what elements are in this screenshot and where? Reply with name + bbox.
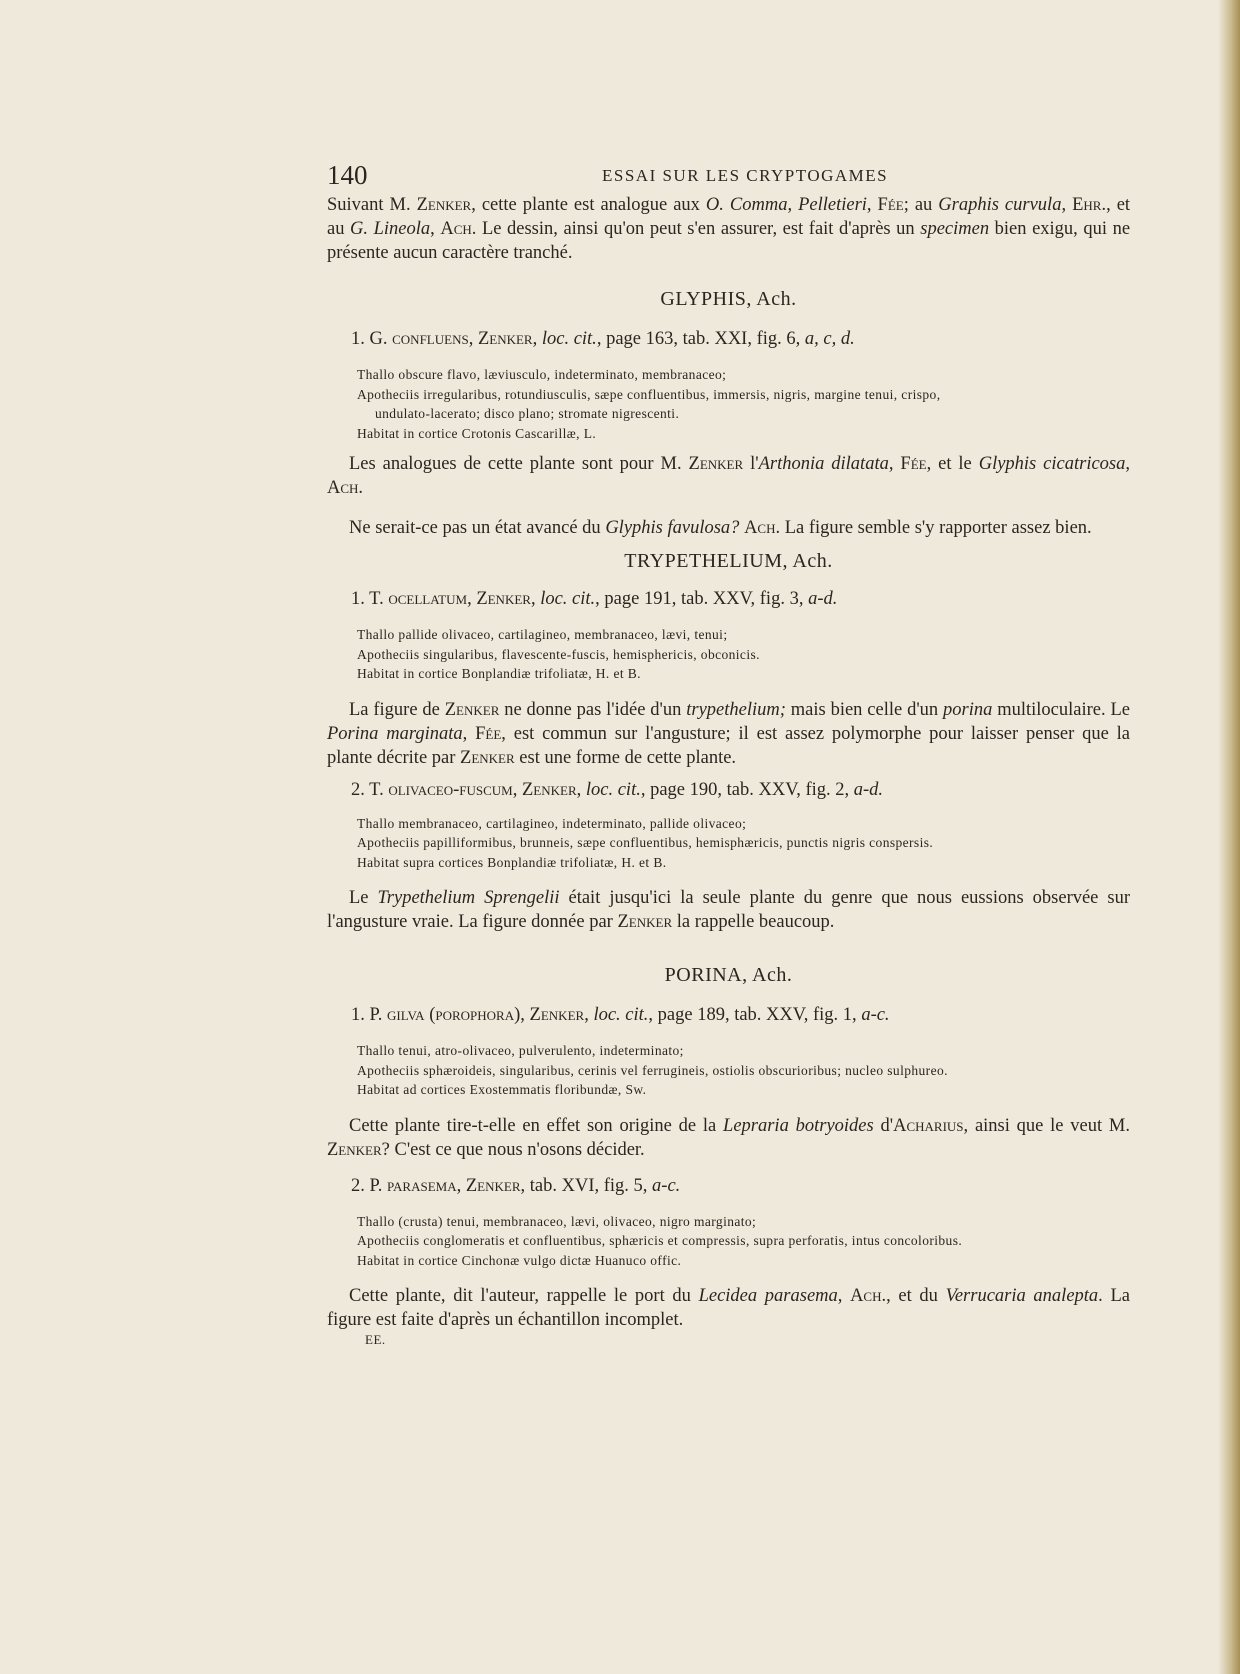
text-run: , page 191, tab. XXV, fig. 3, — [595, 589, 809, 609]
text-run: , — [888, 454, 901, 474]
text-run: , — [530, 589, 541, 609]
text-run: , — [430, 219, 441, 239]
text-run: , page 190, tab. XXV, fig. 2, — [640, 779, 854, 800]
italic-term: Porina marginata — [327, 723, 463, 744]
small-caps-name: confluens — [392, 329, 469, 349]
small-caps-name: Fée — [900, 454, 927, 474]
text-run: , — [467, 589, 477, 609]
text-run: 1. P. — [351, 1005, 387, 1025]
text-run: Les analogues de cette plante sont pour M. — [349, 454, 689, 474]
text-run: La figure semble s'y rapporter assez bien. — [780, 518, 1092, 538]
commentary-paragraph — [327, 1284, 1130, 1332]
text-run: La figure de — [349, 699, 445, 720]
text-run: ? C'est ce que nous n'osons décider. — [381, 1139, 645, 1160]
text-run: , est commun sur l'angusture; il est assez polymorphe pour laisser penser que la plante décrite par — [327, 723, 1131, 768]
small-caps-name: Zenker — [416, 195, 472, 215]
italic-term: specimen — [920, 219, 990, 239]
small-caps-name: gilva — [387, 1005, 425, 1025]
sections-container — [327, 288, 1130, 1332]
signature-mark: EE. — [365, 1332, 386, 1347]
small-caps-name: Ehr. — [1072, 195, 1107, 215]
text-run: , — [462, 723, 476, 744]
text-run: , — [468, 329, 478, 349]
italic-term: Arthonia dilatata — [758, 454, 889, 474]
latin-line: Apotheciis papilliformibus, brunneis, sæpe confluentibus, hemisphæricis, punctis nigris conspersis. — [357, 835, 934, 850]
small-caps-name: Zenker — [477, 329, 533, 349]
text-run: Suivant M. — [327, 195, 417, 215]
italic-term: Glyphis favulosa? — [605, 518, 740, 538]
italic-term: a-d. — [808, 589, 838, 609]
latin-line: undulato-lacerato; disco plano; stromate nigrescenti. — [375, 406, 680, 421]
latin-description — [327, 625, 1130, 684]
latin-line: Apotheciis conglomeratis et confluentibus, sphæricis et compressis, supra perforatis, intus concoloribus. — [357, 1233, 963, 1248]
text-run: . La figure est faite d'après un échantillon incomplet. — [327, 1286, 1130, 1330]
text-run: , — [532, 329, 542, 349]
species-entry — [327, 587, 1130, 611]
text-run: mais bien celle d'un — [785, 699, 944, 720]
page-number: 140 — [327, 160, 368, 190]
species-entry — [327, 327, 1130, 351]
text-run: , — [837, 1286, 851, 1306]
text-run: 1. T. — [351, 589, 389, 609]
small-caps-name: porophora — [435, 1005, 515, 1025]
small-caps-name: Acharius — [893, 1115, 964, 1136]
text-run: 1. G. — [351, 329, 393, 349]
section-title: PORINA, Ach. — [664, 964, 793, 986]
italic-term: a-d. — [853, 779, 884, 800]
italic-term: O. Comma — [705, 195, 788, 215]
section-title: GLYPHIS, Ach. — [660, 288, 797, 310]
latin-description — [327, 814, 1130, 873]
small-caps-name: Zenker — [476, 589, 531, 609]
latin-line: Apotheciis sphæroideis, singularibus, cerinis vel ferrugineis, ostiolis obscurioribus; nucleo sulphureo. — [357, 1062, 948, 1078]
page-edge-shadow — [1218, 0, 1240, 1674]
text-run: Cette plante tire-t-elle en effet son origine de la — [349, 1115, 724, 1136]
latin-line: Apotheciis irregularibus, rotundiusculis, sæpe confluentibus, immersis, nigris, margine tenui, crispo, — [357, 386, 941, 402]
latin-line: Habitat in cortice Bonplandiæ trifoliatæ, H. et B. — [357, 666, 641, 681]
text-run: , et du — [886, 1286, 946, 1306]
latin-line: Thallo obscure flavo, læviusculo, indeterminato, membranaceo; — [357, 367, 727, 382]
italic-term: loc. cit. — [593, 1005, 649, 1025]
italic-term: Trypethelium Sprengelii — [377, 888, 560, 908]
running-title: ESSAI SUR LES CRYPTOGAMES — [602, 166, 889, 185]
small-caps-name: olivaceo-fuscum — [388, 779, 513, 800]
text-run: est une forme de cette plante. — [514, 747, 737, 768]
small-caps-name: Zenker — [617, 912, 673, 932]
latin-line: Thallo (crusta) tenui, membranaceo, lævi, olivaceo, nigro marginato; — [357, 1213, 757, 1229]
small-caps-name: Zenker — [444, 699, 500, 720]
commentary-paragraph — [327, 452, 1130, 500]
small-caps-name: Zenker — [521, 779, 577, 800]
italic-term: Pelletieri — [798, 195, 867, 215]
text-run: était jusqu'ici la seule plante du genre que nous eussions observée sur l'angusture vraie. La figure donnée par — [327, 888, 1130, 932]
commentary-paragraph — [327, 1114, 1130, 1162]
text-run: ne donne pas l'idée d'un — [499, 699, 687, 720]
small-caps-name: Zenker — [688, 454, 744, 474]
text-run: la rappelle beaucoup. — [672, 912, 835, 932]
text-run: , et le — [926, 454, 979, 474]
small-caps-name: Zenker — [529, 1005, 585, 1025]
italic-term: loc. cit. — [541, 329, 597, 349]
small-caps-name: Fée — [475, 723, 502, 744]
latin-line: Apotheciis singularibus, flavescente-fuscis, hemisphericis, obconicis. — [357, 646, 760, 662]
latin-description — [327, 1212, 1130, 1271]
italic-term: Lecidea parasema — [698, 1286, 838, 1306]
text-run: , page 189, tab. XXV, fig. 1, — [648, 1005, 862, 1025]
latin-line: Habitat supra cortices Bonplandiæ trifoliatæ, H. et B. — [357, 854, 667, 870]
species-entry — [327, 778, 1130, 802]
text-run: , — [1125, 454, 1131, 474]
species-entry — [327, 1174, 1130, 1198]
italic-term: trypethelium; — [686, 699, 786, 720]
italic-term: Verrucaria analepta — [945, 1286, 1099, 1306]
small-caps-name: Ach. — [327, 478, 364, 498]
italic-term: loc. cit. — [540, 589, 596, 609]
text-run: , — [1061, 195, 1073, 215]
italic-term: a-c. — [652, 1175, 681, 1196]
italic-term: Glyphis cicatricosa — [978, 454, 1126, 474]
text-run: d' — [873, 1115, 894, 1136]
italic-term: a-c. — [861, 1005, 890, 1025]
text-run: Le dessin, ainsi qu'on peut s'en assurer, est fait d'après un — [476, 219, 921, 239]
small-caps-name: Fée — [877, 195, 904, 215]
text-run: l' — [743, 454, 759, 474]
latin-description — [327, 365, 1130, 443]
commentary-paragraph — [327, 516, 1130, 540]
latin-line: Thallo membranaceo, cartilagineo, indeterminato, pallide olivaceo; — [357, 815, 747, 831]
latin-line: Thallo pallide olivaceo, cartilagineo, membranaceo, lævi, tenui; — [357, 627, 728, 642]
text-run: , — [787, 195, 799, 215]
text-run: , ainsi que le veut M. — [963, 1115, 1131, 1136]
commentary-paragraph — [327, 698, 1130, 770]
italic-term: porina — [943, 699, 993, 720]
small-caps-name: Zenker — [460, 747, 515, 768]
small-caps-name: Ach. — [440, 219, 477, 239]
text-run: , — [512, 779, 522, 800]
latin-line: Thallo tenui, atro-olivaceo, pulverulento, indeterminato; — [357, 1043, 684, 1058]
italic-term: loc. cit. — [585, 779, 641, 800]
text-run: , cette plante est analogue aux — [471, 195, 706, 215]
text-run: , tab. XVI, fig. 5, — [520, 1175, 653, 1196]
latin-description — [327, 1041, 1130, 1100]
text-run: Cette plante, dit l'auteur, rappelle le port du — [349, 1286, 699, 1306]
latin-line: Habitat ad cortices Exostemmatis floribundæ, Sw. — [357, 1082, 647, 1097]
text-run: , page 163, tab. XXI, fig. 6, — [596, 329, 805, 349]
text-run: Le — [349, 888, 378, 908]
text-run: multiloculaire. Le — [992, 699, 1130, 720]
small-caps-name: Ach. — [850, 1286, 887, 1306]
text-run: , — [584, 1005, 594, 1025]
small-caps-name: ocellatum — [388, 589, 468, 609]
small-caps-name: Zenker — [465, 1175, 521, 1196]
page-header — [327, 160, 1130, 192]
small-caps-name: Ach. — [744, 518, 781, 538]
species-entry — [327, 1003, 1130, 1027]
text-run: ), — [514, 1005, 530, 1025]
text-run: ; au — [903, 195, 939, 215]
small-caps-name: parasema — [387, 1175, 457, 1196]
text-run: Ne serait-ce pas un état avancé du — [349, 518, 606, 538]
page-body — [327, 193, 1130, 1348]
small-caps-name: Zenker — [327, 1139, 382, 1160]
italic-term: Lepraria botryoides — [723, 1115, 874, 1136]
text-run: , — [866, 195, 878, 215]
text-run: , — [456, 1175, 466, 1196]
text-run: bien exigu, qui ne présente aucun caractère tranché. — [327, 219, 1131, 263]
text-run: , — [576, 779, 586, 800]
text-run: ( — [424, 1005, 436, 1025]
italic-term: Graphis curvula — [938, 195, 1062, 215]
latin-line: Habitat in cortice Crotonis Cascarillæ, L. — [357, 425, 597, 441]
text-run: , et au — [327, 195, 1131, 239]
commentary-paragraph — [327, 886, 1130, 934]
text-run: 2. T. — [351, 779, 389, 800]
italic-term: a, c, d. — [804, 329, 855, 349]
section-title: TRYPETHELIUM, Ach. — [624, 550, 833, 572]
intro-paragraph — [327, 193, 1130, 265]
text-run: 2. P. — [351, 1175, 387, 1196]
latin-line: Habitat in cortice Cinchonæ vulgo dictæ Huanuco offic. — [357, 1252, 682, 1268]
italic-term: G. Lineola — [350, 219, 431, 239]
